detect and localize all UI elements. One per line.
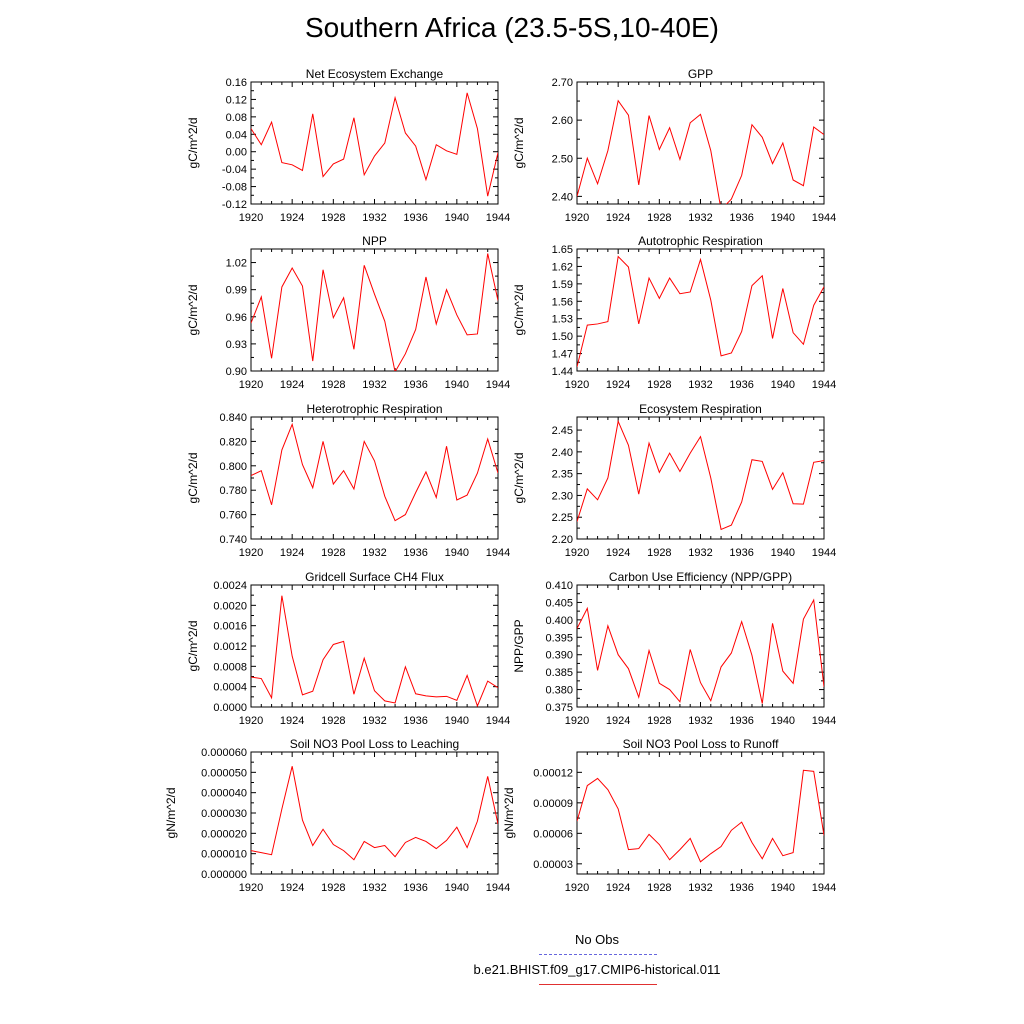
y-tick-label: 2.30 bbox=[551, 490, 573, 503]
y-tick-label: 2.70 bbox=[551, 77, 573, 89]
chart-panel-9 bbox=[164, 737, 510, 894]
panel-title: Net Ecosystem Exchange bbox=[305, 67, 444, 81]
x-tick-label: 1932 bbox=[688, 547, 713, 559]
chart-panel-2 bbox=[512, 67, 836, 224]
y-tick-label: 0.760 bbox=[219, 509, 247, 522]
x-tick-label: 1940 bbox=[444, 379, 470, 391]
x-tick-label: 1928 bbox=[321, 882, 346, 894]
chart-panel-4 bbox=[512, 234, 836, 391]
x-tick-label: 1920 bbox=[238, 882, 264, 894]
x-tick-label: 1944 bbox=[485, 379, 511, 391]
y-tick-label: 0.375 bbox=[545, 702, 573, 714]
y-tick-label: 1.50 bbox=[551, 331, 573, 344]
x-tick-label: 1944 bbox=[811, 715, 837, 727]
legend-line-no-obs bbox=[539, 954, 657, 955]
x-tick-label: 1936 bbox=[403, 882, 428, 894]
y-tick-label: 0.385 bbox=[545, 667, 573, 680]
y-tick-label: 2.50 bbox=[551, 153, 573, 166]
chart-panel-10 bbox=[502, 737, 836, 894]
panel-title: Gridcell Surface CH4 Flux bbox=[305, 570, 444, 584]
x-tick-label: 1920 bbox=[564, 212, 590, 224]
x-tick-label: 1924 bbox=[605, 212, 631, 224]
y-tick-label: 1.56 bbox=[551, 296, 573, 309]
x-tick-label: 1920 bbox=[238, 379, 264, 391]
plot-frame bbox=[577, 417, 824, 539]
panel-title: GPP bbox=[687, 67, 714, 81]
y-tick-label: 0.390 bbox=[545, 649, 573, 662]
x-tick-label: 1924 bbox=[605, 547, 631, 559]
y-axis-label: gN/m^2/d bbox=[502, 787, 516, 839]
y-tick-label: 0.000010 bbox=[201, 848, 247, 861]
y-axis-label: gC/m^2/d bbox=[512, 117, 526, 169]
plot-frame bbox=[251, 249, 498, 371]
y-axis-label: gC/m^2/d bbox=[512, 452, 526, 504]
y-tick-label: 0.00006 bbox=[533, 828, 573, 841]
chart-panel-8 bbox=[512, 570, 836, 727]
x-tick-label: 1924 bbox=[279, 715, 305, 727]
x-tick-label: 1944 bbox=[485, 547, 511, 559]
x-tick-label: 1940 bbox=[444, 715, 470, 727]
y-tick-label: -0.04 bbox=[221, 164, 247, 177]
legend-label-no-obs: No Obs bbox=[574, 932, 620, 947]
y-tick-label: 0.00 bbox=[225, 146, 247, 159]
y-tick-label: 0.740 bbox=[219, 534, 247, 546]
series-line bbox=[251, 596, 498, 706]
y-axis-label: gC/m^2/d bbox=[186, 620, 200, 672]
panel-title: Soil NO3 Pool Loss to Runoff bbox=[622, 737, 779, 751]
y-axis-label: NPP/GPP bbox=[512, 619, 526, 673]
y-tick-label: 1.62 bbox=[551, 261, 573, 274]
x-tick-label: 1936 bbox=[729, 212, 754, 224]
x-tick-label: 1924 bbox=[279, 212, 305, 224]
chart-panel-6 bbox=[512, 402, 836, 559]
y-tick-label: 0.12 bbox=[225, 94, 247, 107]
x-tick-label: 1928 bbox=[647, 547, 672, 559]
x-tick-label: 1932 bbox=[362, 379, 387, 391]
x-tick-label: 1944 bbox=[811, 882, 837, 894]
y-tick-label: 0.16 bbox=[225, 77, 247, 89]
x-tick-label: 1928 bbox=[647, 379, 672, 391]
x-tick-label: 1920 bbox=[238, 547, 264, 559]
series-line bbox=[577, 101, 824, 210]
y-axis-label: gC/m^2/d bbox=[512, 284, 526, 336]
y-axis-label: gC/m^2/d bbox=[186, 117, 200, 169]
chart-panel-1 bbox=[186, 67, 510, 224]
series-line bbox=[577, 600, 824, 704]
y-tick-label: 0.410 bbox=[545, 580, 573, 592]
page-title: Southern Africa (23.5-5S,10-40E) bbox=[304, 12, 719, 43]
y-tick-label: 0.0012 bbox=[213, 641, 247, 653]
y-tick-label: 0.840 bbox=[219, 412, 247, 424]
y-tick-label: 0.08 bbox=[225, 111, 247, 124]
x-tick-label: 1936 bbox=[729, 715, 754, 727]
panel-title: Ecosystem Respiration bbox=[639, 402, 762, 416]
y-tick-label: 2.40 bbox=[551, 446, 573, 459]
chart-panel-5 bbox=[186, 402, 510, 559]
x-tick-label: 1936 bbox=[729, 882, 754, 894]
y-tick-label: 0.93 bbox=[225, 338, 247, 351]
y-tick-label: -0.12 bbox=[221, 199, 247, 211]
x-tick-label: 1936 bbox=[403, 379, 428, 391]
x-tick-label: 1920 bbox=[238, 715, 264, 727]
y-tick-label: 0.405 bbox=[545, 597, 573, 610]
legend-label-model: b.e21.BHIST.f09_g17.CMIP6-historical.011 bbox=[473, 962, 721, 977]
x-tick-label: 1932 bbox=[362, 212, 387, 224]
y-axis-label: gC/m^2/d bbox=[186, 452, 200, 504]
y-tick-label: 0.395 bbox=[545, 632, 573, 645]
y-tick-label: 2.25 bbox=[551, 512, 573, 525]
plot-frame bbox=[577, 249, 824, 371]
y-tick-label: 0.820 bbox=[219, 436, 247, 449]
series-line bbox=[251, 424, 498, 520]
y-tick-label: 0.0024 bbox=[213, 580, 247, 592]
legend-line-model bbox=[539, 984, 657, 985]
y-tick-label: 2.20 bbox=[551, 534, 573, 546]
y-tick-label: 0.90 bbox=[225, 366, 247, 378]
x-tick-label: 1928 bbox=[647, 212, 672, 224]
x-tick-label: 1928 bbox=[321, 212, 346, 224]
plot-frame bbox=[251, 82, 498, 204]
series-line bbox=[251, 254, 498, 372]
y-tick-label: 1.65 bbox=[551, 244, 573, 256]
x-tick-label: 1932 bbox=[362, 715, 387, 727]
x-tick-label: 1932 bbox=[688, 379, 713, 391]
y-tick-label: 1.44 bbox=[551, 366, 573, 378]
x-tick-label: 1928 bbox=[647, 715, 672, 727]
y-tick-label: 0.800 bbox=[219, 460, 247, 473]
x-tick-label: 1932 bbox=[688, 212, 713, 224]
y-tick-label: 0.00012 bbox=[533, 767, 573, 780]
y-tick-label: 2.40 bbox=[551, 191, 573, 204]
x-tick-label: 1944 bbox=[811, 379, 837, 391]
x-tick-label: 1920 bbox=[564, 547, 590, 559]
plot-frame bbox=[251, 752, 498, 874]
x-tick-label: 1924 bbox=[279, 882, 305, 894]
x-tick-label: 1928 bbox=[321, 547, 346, 559]
x-tick-label: 1936 bbox=[403, 212, 428, 224]
x-tick-label: 1936 bbox=[403, 715, 428, 727]
y-tick-label: 0.000020 bbox=[201, 828, 247, 841]
x-tick-label: 1936 bbox=[729, 379, 754, 391]
series-line bbox=[577, 770, 824, 862]
y-tick-label: 0.0000 bbox=[213, 702, 247, 714]
x-tick-label: 1924 bbox=[279, 547, 305, 559]
x-tick-label: 1928 bbox=[321, 715, 346, 727]
series-line bbox=[251, 93, 498, 196]
y-tick-label: 1.47 bbox=[551, 348, 573, 361]
panel-title: Soil NO3 Pool Loss to Leaching bbox=[289, 737, 460, 751]
y-tick-label: 1.53 bbox=[551, 313, 573, 326]
y-axis-label: gC/m^2/d bbox=[186, 284, 200, 336]
x-tick-label: 1940 bbox=[770, 379, 796, 391]
y-tick-label: 2.35 bbox=[551, 468, 573, 481]
y-tick-label: 0.380 bbox=[545, 684, 573, 697]
y-tick-label: 0.04 bbox=[225, 129, 247, 142]
x-tick-label: 1932 bbox=[688, 882, 713, 894]
y-tick-label: 0.000050 bbox=[201, 767, 247, 780]
y-tick-label: 0.99 bbox=[225, 284, 247, 297]
x-tick-label: 1936 bbox=[403, 547, 428, 559]
x-tick-label: 1920 bbox=[564, 715, 590, 727]
x-tick-label: 1924 bbox=[605, 379, 631, 391]
x-tick-label: 1920 bbox=[564, 379, 590, 391]
y-tick-label: 2.60 bbox=[551, 115, 573, 128]
x-tick-label: 1944 bbox=[811, 212, 837, 224]
x-tick-label: 1920 bbox=[564, 882, 590, 894]
x-tick-label: 1924 bbox=[605, 715, 631, 727]
y-tick-label: 0.96 bbox=[225, 311, 247, 324]
y-axis-label: gN/m^2/d bbox=[164, 787, 178, 839]
x-tick-label: 1928 bbox=[647, 882, 672, 894]
x-tick-label: 1928 bbox=[321, 379, 346, 391]
plot-frame bbox=[577, 585, 824, 707]
y-tick-label: 0.000040 bbox=[201, 787, 247, 800]
x-tick-label: 1944 bbox=[485, 212, 511, 224]
panel-title: Carbon Use Efficiency (NPP/GPP) bbox=[608, 570, 793, 584]
y-tick-label: 2.45 bbox=[551, 425, 573, 438]
y-tick-label: 1.02 bbox=[225, 257, 247, 270]
series-line bbox=[577, 257, 824, 367]
y-tick-label: 0.0004 bbox=[213, 681, 247, 694]
series-line bbox=[251, 766, 498, 860]
y-tick-label: 0.0008 bbox=[213, 661, 247, 674]
y-tick-label: 0.000000 bbox=[201, 869, 247, 881]
y-tick-label: 0.000060 bbox=[201, 747, 247, 759]
x-tick-label: 1936 bbox=[729, 547, 754, 559]
plot-frame bbox=[577, 82, 824, 204]
x-tick-label: 1924 bbox=[279, 379, 305, 391]
x-tick-label: 1940 bbox=[444, 547, 470, 559]
plot-frame bbox=[251, 585, 498, 707]
x-tick-label: 1944 bbox=[485, 882, 511, 894]
y-tick-label: 0.00003 bbox=[533, 858, 573, 871]
plot-frame bbox=[577, 752, 824, 874]
chart-panel-7 bbox=[186, 570, 510, 727]
y-tick-label: 1.59 bbox=[551, 278, 573, 291]
x-tick-label: 1932 bbox=[362, 882, 387, 894]
y-tick-label: 0.780 bbox=[219, 485, 247, 498]
y-tick-label: 0.0020 bbox=[213, 600, 247, 613]
panel-title: NPP bbox=[362, 234, 387, 248]
x-tick-label: 1940 bbox=[770, 715, 796, 727]
x-tick-label: 1940 bbox=[444, 212, 470, 224]
x-tick-label: 1924 bbox=[605, 882, 631, 894]
y-tick-label: 0.000030 bbox=[201, 808, 247, 820]
y-tick-label: 0.00009 bbox=[533, 797, 573, 810]
x-tick-label: 1940 bbox=[770, 547, 796, 559]
y-tick-label: 0.400 bbox=[545, 614, 573, 627]
chart-panel-3 bbox=[186, 234, 510, 391]
panel-title: Heterotrophic Respiration bbox=[306, 402, 443, 416]
y-tick-label: -0.08 bbox=[221, 181, 247, 194]
x-tick-label: 1944 bbox=[811, 547, 837, 559]
x-tick-label: 1920 bbox=[238, 212, 264, 224]
x-tick-label: 1940 bbox=[444, 882, 470, 894]
x-tick-label: 1940 bbox=[770, 212, 796, 224]
panel-title: Autotrophic Respiration bbox=[638, 234, 763, 248]
series-line bbox=[577, 421, 824, 529]
x-tick-label: 1944 bbox=[485, 715, 511, 727]
x-tick-label: 1932 bbox=[688, 715, 713, 727]
x-tick-label: 1932 bbox=[362, 547, 387, 559]
x-tick-label: 1940 bbox=[770, 882, 796, 894]
y-tick-label: 0.0016 bbox=[213, 620, 247, 633]
